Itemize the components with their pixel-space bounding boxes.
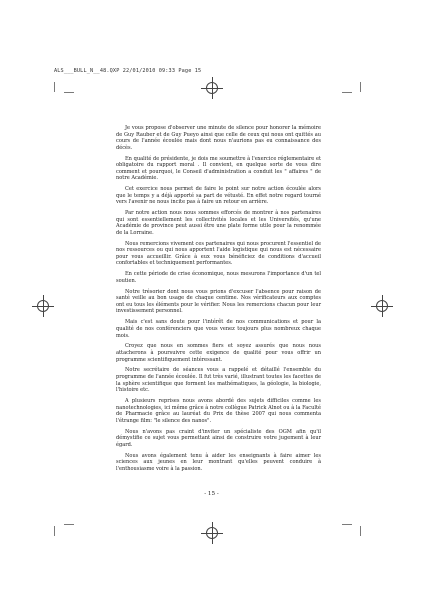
crop-mark [342, 92, 352, 93]
paragraph: Croyez que nous en sommes fiers et soyez assurés que nous nous attacherons à poursuivre cette exigence de qualité pour vous offrir un programme scientifiquement intéressant. [116, 343, 321, 363]
print-slug-line: ALS___BULL_N__48.QXP 22/01/2010 09:33 Page 15 [54, 68, 202, 74]
body-text [116, 125, 321, 477]
paragraph: Cet exercice nous permet de faire le point sur notre action écoulée alors que le temps y a déjà apporté sa part de vétusté. En effet notre regard tourné vers l'avenir ne nous incite pas à faire un retour en arrière. [116, 186, 321, 206]
crop-mark [64, 524, 74, 525]
paragraph: Par notre action nous nous sommes efforcés de montrer à nos partenaires qui sont essentiellement les collectivités locales et les Universités, qu'une Académie de province peut aussi être une plate forme utile pour la renommée de la Lorraine. [116, 210, 321, 236]
crop-mark [360, 526, 361, 536]
paragraph: En qualité de présidente, je dois me soumettre à l'exercice réglementaire et obligatoire du rapport moral . Il convient, en quelque sorte de vous dire comment et pourquoi, le Conseil d'administration a conduit les " affaires " de notre Académie. [116, 155, 321, 182]
crop-mark [360, 82, 361, 92]
paragraph: Mais c'est sans doute pour l'intérêt de nos communications et pour la qualité de nos conférenciers que vous venez toujours plus nombreux chaque mois. [116, 319, 321, 339]
paragraph: Nous remercions vivement ces partenaires qui nous procurent l'essentiel de nos ressources ou qui nous apportent l'aide logistique qui nous est nécessaire pour vous accueillir. Grâce à eux vous bénéficiez de conditions d'accueil confortables et techniquement performantes. [116, 240, 321, 267]
crop-mark [54, 82, 55, 92]
paragraph: A plusieurs reprises nous avons abordé des sujets difficiles comme les nanotechnologies, ici même grâce à notre collègue Patrick Alnot ou à la Faculté de Pharmacie grâce au lauréat du Prix de thèse 2007 qui nous commenta l'étrange film: "le silence des nanos". [116, 398, 321, 424]
crop-mark [342, 524, 352, 525]
paragraph: Nous avons également tenu à aider les enseignants à faire aimer les sciences aux jeunes en leur montrant qu'elles peuvent conduire à l'enthousiasme voire à la passion. [116, 452, 321, 472]
paragraph: Je vous propose d'observer une minute de silence pour honorer la mémoire de Guy Rauber et de Guy Pueyo ainsi que celle de ceux qui nous ont quittés au cours de l'année écoulée mais dont nous n'aurions pas eu connaissance des décès. [116, 125, 321, 151]
crop-mark [54, 526, 55, 536]
paragraph: Notre trésorier dont nous vous prions d'excuser l'absence pour raison de santé veille au bon usage de chaque centime. Nos vérificateurs aux comptes ont eu tous les éléments pour le vérifier. Nous les remercions chacun pour leur investissement personnel. [116, 288, 321, 315]
crop-mark [64, 92, 74, 93]
paragraph: En cette période de crise économique, nous mesurons l'importance d'un tel soutien. [116, 271, 321, 284]
page-number: - 15 - [204, 491, 219, 497]
paragraph: Notre secrétaire de séances vous a rappelé et détaillé l'ensemble du programme de l'année écoulée. Il fut très varié, illustrant toutes les facettes de la sphère scientifique que forment les mathématiques, la géologie, la biologie, l'histoire etc. [116, 367, 321, 394]
paragraph: Nous n'avons pas craint d'inviter un spécialiste des OGM afin qu'il démystifie ce sujet vous permettant ainsi de construire votre jugement à leur égard. [116, 428, 321, 448]
